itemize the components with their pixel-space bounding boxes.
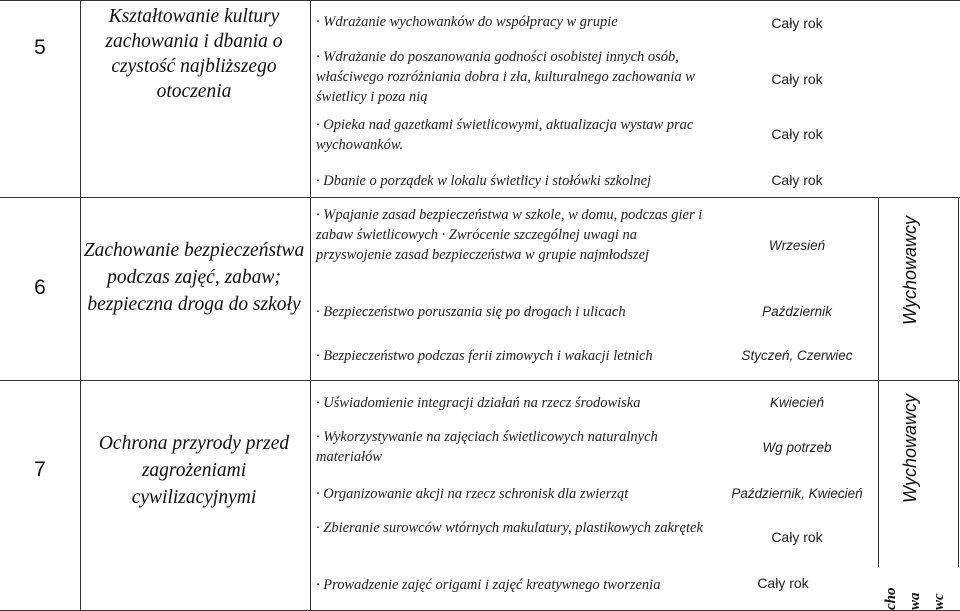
task-term: Styczeń, Czerwiec — [741, 348, 853, 363]
row-number: 6 — [34, 276, 46, 299]
overflow-fragment: wc — [931, 593, 947, 610]
column-border — [958, 197, 959, 567]
task-term: Kwiecień — [769, 395, 825, 410]
responsible-label: Wychowawcy — [900, 393, 920, 503]
task-term: Cały rok — [757, 575, 809, 591]
task-item: · Wdrażanie wychowanków do współpracy w grupie — [316, 14, 618, 30]
task-term: Cały rok — [771, 172, 823, 188]
row-border — [0, 197, 960, 198]
task-term: Październik — [762, 304, 832, 319]
task-term: Cały rok — [771, 126, 823, 142]
task-item: · Zbieranie surowców wtórnych makulatury, plastikowych zakrętek — [316, 520, 703, 536]
task-item: · Organizowanie akcji na rzecz schronisk dla zwierząt — [316, 486, 629, 502]
task-item: · Wykorzystywanie na zajęciach świetlicowych naturalnych materiałów — [316, 429, 658, 465]
column-border — [310, 0, 311, 611]
task-item: · Uświadomienie integracji działań na rzecz środowiska — [316, 395, 641, 411]
task-item: · Wpajanie zasad bezpieczeństwa w szkole, w domu, podczas gier i zabaw świetlicowych · Zwrócenie szczególnej uwagi na przyswojenie zasad bezpieczeństwa w grupie najmłodszej — [316, 207, 703, 263]
row-border — [0, 380, 960, 381]
task-item: · Prowadzenie zajęć origami i zajęć kreatywnego tworzenia — [316, 577, 661, 593]
task-item: · Opieka nad gazetkami świetlicowymi, aktualizacja wystaw prac wychowanków. — [316, 117, 694, 153]
row-topic: Ochrona przyrody przed zagrożeniami cywilizacyjnymi — [98, 433, 290, 508]
task-term: Październik, Kwiecień — [731, 486, 863, 501]
task-term: Cały rok — [771, 15, 823, 31]
task-term: Wg potrzeb — [762, 440, 832, 455]
task-item: · Bezpieczeństwo poruszania się po drogach i ulicach — [316, 304, 626, 320]
row-topic: Zachowanie bezpieczeństwa podczas zajęć, zabaw; bezpieczna droga do szkoły — [83, 240, 305, 315]
responsible-label: Wychowawcy — [900, 215, 920, 325]
column-border — [80, 0, 81, 611]
row-number: 7 — [34, 458, 46, 481]
overflow-fragment: wa — [907, 592, 923, 610]
task-item: · Wdrażanie do poszanowania godności osobistej innych osób, właściwego rozróżniania dobra i zła, kulturalnego zachowania w świetlicy i poza nią — [316, 49, 695, 105]
overflow-fragment: cho — [883, 587, 899, 610]
row-number: 5 — [34, 36, 46, 59]
task-item: · Dbanie o porządek w lokalu świetlicy i stołówki szkolnej — [316, 173, 652, 189]
row-topic: Kształtowanie kultury zachowania i dbania o czystość najbliższego otoczenia — [105, 6, 283, 102]
task-term: Cały rok — [771, 529, 823, 545]
task-term: Wrzesień — [768, 238, 826, 253]
task-item: · Bezpieczeństwo podczas ferii zimowych i wakacji letnich — [316, 348, 653, 364]
task-term: Cały rok — [771, 71, 823, 87]
row-border — [0, 0, 960, 1]
